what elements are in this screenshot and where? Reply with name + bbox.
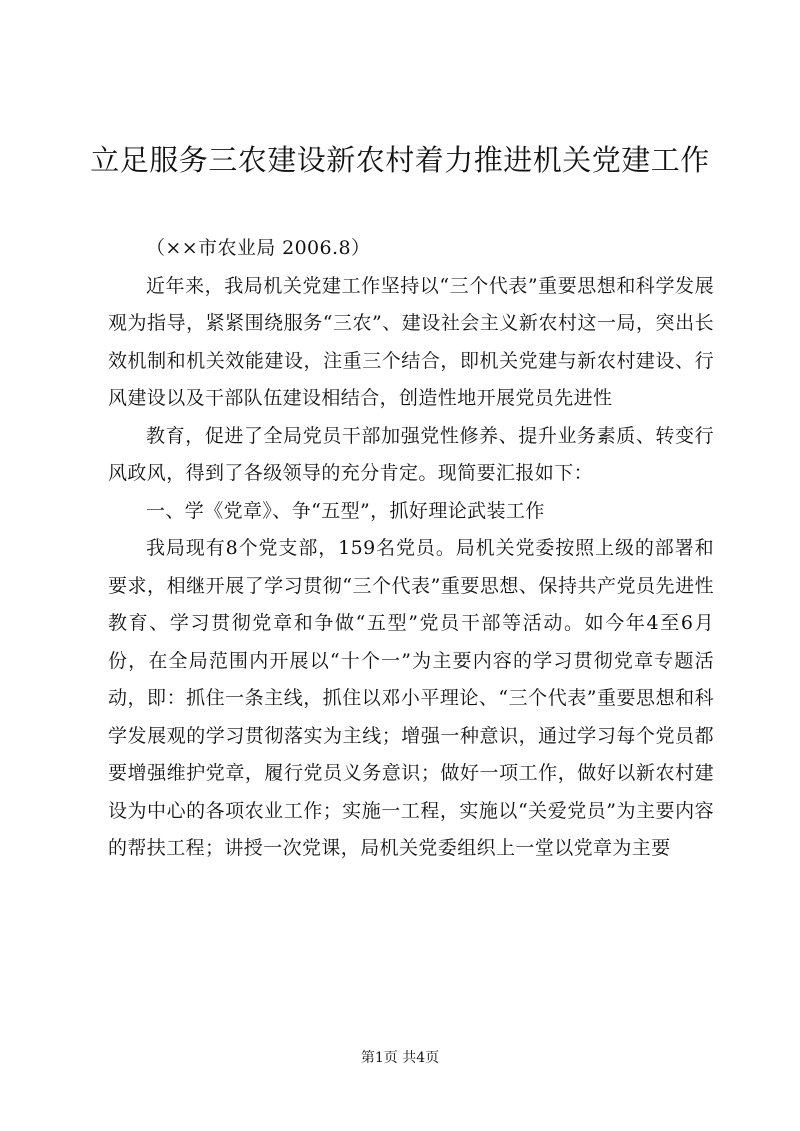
paragraph: 近年来，我局机关党建工作坚持以“三个代表”重要思想和科学发展观为指导，紧紧围绕服务“三农”、建设社会主义新农村这一局，突出长效机制和机关效能建设，注重三个结合，即机关党建与新农村建设、行风建设以及干部队伍建设相结合，创造性地开展党员先进性 [108, 274, 714, 409]
page-number: 第1页 共4页 [360, 1050, 440, 1066]
section-heading: 一、学《党章》、争“五型”，抓好理论武装工作 [146, 499, 545, 522]
byline: （××市农业局 2006.8） [146, 237, 371, 259]
paragraph: 我局现有8个党支部，159名党员。局机关党委按照上级的部署和要求，相继开展了学习贯彻“三个代表”重要思想、保持共产党员先进性教育、学习贯彻党章和争做“五型”党员干部等活动。如今年4至6月份，在全局范围内开展以“十个一”为主要内容的学习贯彻党章专题活动，即：抓住一条主线，抓住以邓小平理论、“三个代表”重要思想和科学发展观的学习贯彻落实为主线；增强一种意识，通过学习每个党员都要增强维护党章，履行党员义务意识；做好一项工作，做好以新农村建设为中心的各项农业工作；实施一工程，实施以“关爱党员”为主要内容的帮扶工程；讲授一次党课，局机关党委组织上一堂以党章为主要 [108, 537, 714, 859]
document-title: 立足服务三农建设新农村着力推进机关党建工作 [90, 143, 710, 177]
paragraph: 教育，促进了全局党员干部加强党性修养、提升业务素质、转变行风政风，得到了各级领导的充分肯定。现简要汇报如下： [108, 424, 714, 484]
document-body [108, 230, 714, 868]
